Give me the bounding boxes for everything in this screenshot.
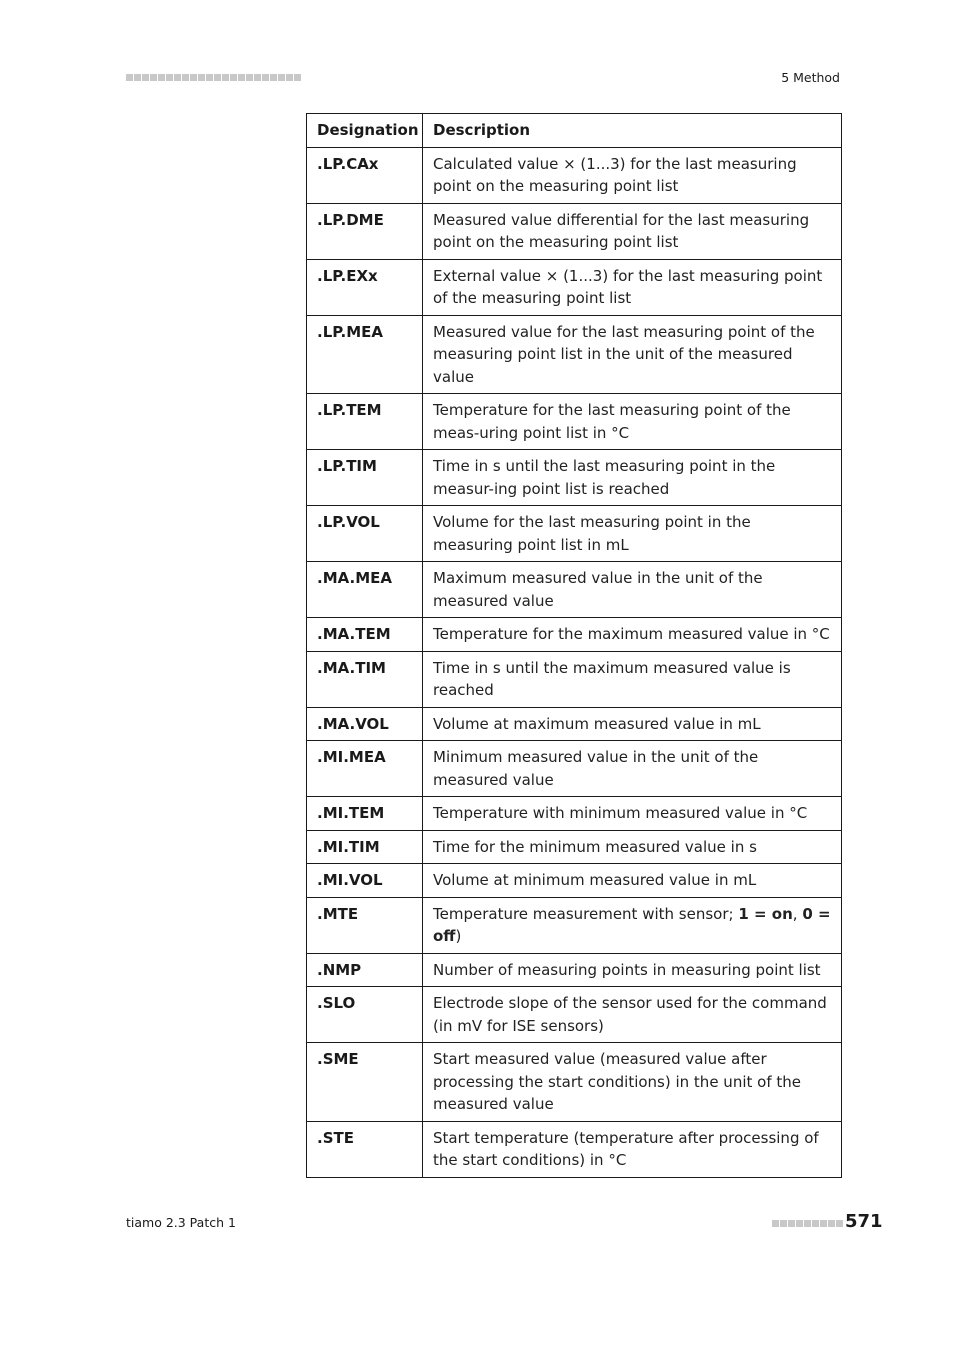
table-row [307, 147, 842, 203]
description-cell: Volume at maximum measured value in mL [423, 707, 842, 741]
on-value: 1 = on [738, 904, 793, 923]
description-text: Temperature measurement with sensor; [433, 904, 739, 923]
designation-cell: .SLO [307, 987, 423, 1043]
table-row [307, 1043, 842, 1122]
description-cell: Electrode slope of the sensor used for the command (in mV for ISE sensors) [423, 987, 842, 1043]
footer-decoration [772, 1220, 843, 1227]
designation-cell: .LP.EXx [307, 259, 423, 315]
column-header-description: Description [423, 114, 842, 148]
designation-cell: .NMP [307, 953, 423, 987]
table-header-row [307, 114, 842, 148]
designation-cell: .LP.TEM [307, 394, 423, 450]
designation-cell: .SME [307, 1043, 423, 1122]
table-row [307, 897, 842, 953]
page-number: 571 [845, 1211, 883, 1232]
table-row [307, 315, 842, 394]
designation-cell: .MA.VOL [307, 707, 423, 741]
table-row [307, 987, 842, 1043]
table-row [307, 394, 842, 450]
off-value: 0 = off [433, 904, 831, 945]
column-header-designation: Designation [307, 114, 423, 148]
table-row [307, 562, 842, 618]
designation-cell: .MI.MEA [307, 741, 423, 797]
designation-cell: .MTE [307, 897, 423, 953]
description-cell: Measured value differential for the last measuring point on the measuring point list [423, 203, 842, 259]
description-cell: Minimum measured value in the unit of the measured value [423, 741, 842, 797]
designation-cell: .LP.VOL [307, 506, 423, 562]
description-cell: Temperature for the maximum measured value in °C [423, 618, 842, 652]
table-row [307, 259, 842, 315]
description-cell: Volume for the last measuring point in the measuring point list in mL [423, 506, 842, 562]
description-cell: Number of measuring points in measuring point list [423, 953, 842, 987]
designation-cell: .LP.DME [307, 203, 423, 259]
table-row [307, 506, 842, 562]
description-cell: Start measured value (measured value after processing the start conditions) in the unit of the measured value [423, 1043, 842, 1122]
designation-cell: .LP.CAx [307, 147, 423, 203]
description-cell: Calculated value × (1...3) for the last measuring point on the measuring point list [423, 147, 842, 203]
designation-cell: .MI.TEM [307, 797, 423, 831]
header-section-title: 5 Method [781, 70, 840, 85]
table-row [307, 797, 842, 831]
description-cell [423, 897, 842, 953]
description-cell: Time for the minimum measured value in s [423, 830, 842, 864]
footer-product-name: tiamo 2.3 Patch 1 [126, 1215, 236, 1230]
table-row [307, 830, 842, 864]
table-row [307, 953, 842, 987]
table-row [307, 707, 842, 741]
description-cell: Temperature with minimum measured value in °C [423, 797, 842, 831]
description-cell: Temperature for the last measuring point of the meas-uring point list in °C [423, 394, 842, 450]
designation-cell: .LP.TIM [307, 450, 423, 506]
table-row [307, 864, 842, 898]
designation-cell: .LP.MEA [307, 315, 423, 394]
table-row [307, 1121, 842, 1177]
description-cell: Volume at minimum measured value in mL [423, 864, 842, 898]
description-cell: Time in s until the maximum measured value is reached [423, 651, 842, 707]
designation-cell: .MI.TIM [307, 830, 423, 864]
designation-cell: .MA.TEM [307, 618, 423, 652]
table-row [307, 651, 842, 707]
table-row [307, 741, 842, 797]
table-row [307, 618, 842, 652]
description-cell: External value × (1...3) for the last measuring point of the measuring point list [423, 259, 842, 315]
description-cell: Time in s until the last measuring point in the measur-ing point list is reached [423, 450, 842, 506]
description-cell: Maximum measured value in the unit of the measured value [423, 562, 842, 618]
header-decoration [126, 74, 301, 81]
table-row [307, 450, 842, 506]
designation-table [306, 113, 842, 1178]
designation-cell: .MA.TIM [307, 651, 423, 707]
description-cell: Start temperature (temperature after processing of the start conditions) in °C [423, 1121, 842, 1177]
description-cell: Measured value for the last measuring point of the measuring point list in the unit of the measured value [423, 315, 842, 394]
table-row [307, 203, 842, 259]
designation-cell: .MI.VOL [307, 864, 423, 898]
designation-cell: .MA.MEA [307, 562, 423, 618]
closing-text: ) [455, 927, 462, 945]
separator-text: , [792, 904, 803, 923]
designation-cell: .STE [307, 1121, 423, 1177]
